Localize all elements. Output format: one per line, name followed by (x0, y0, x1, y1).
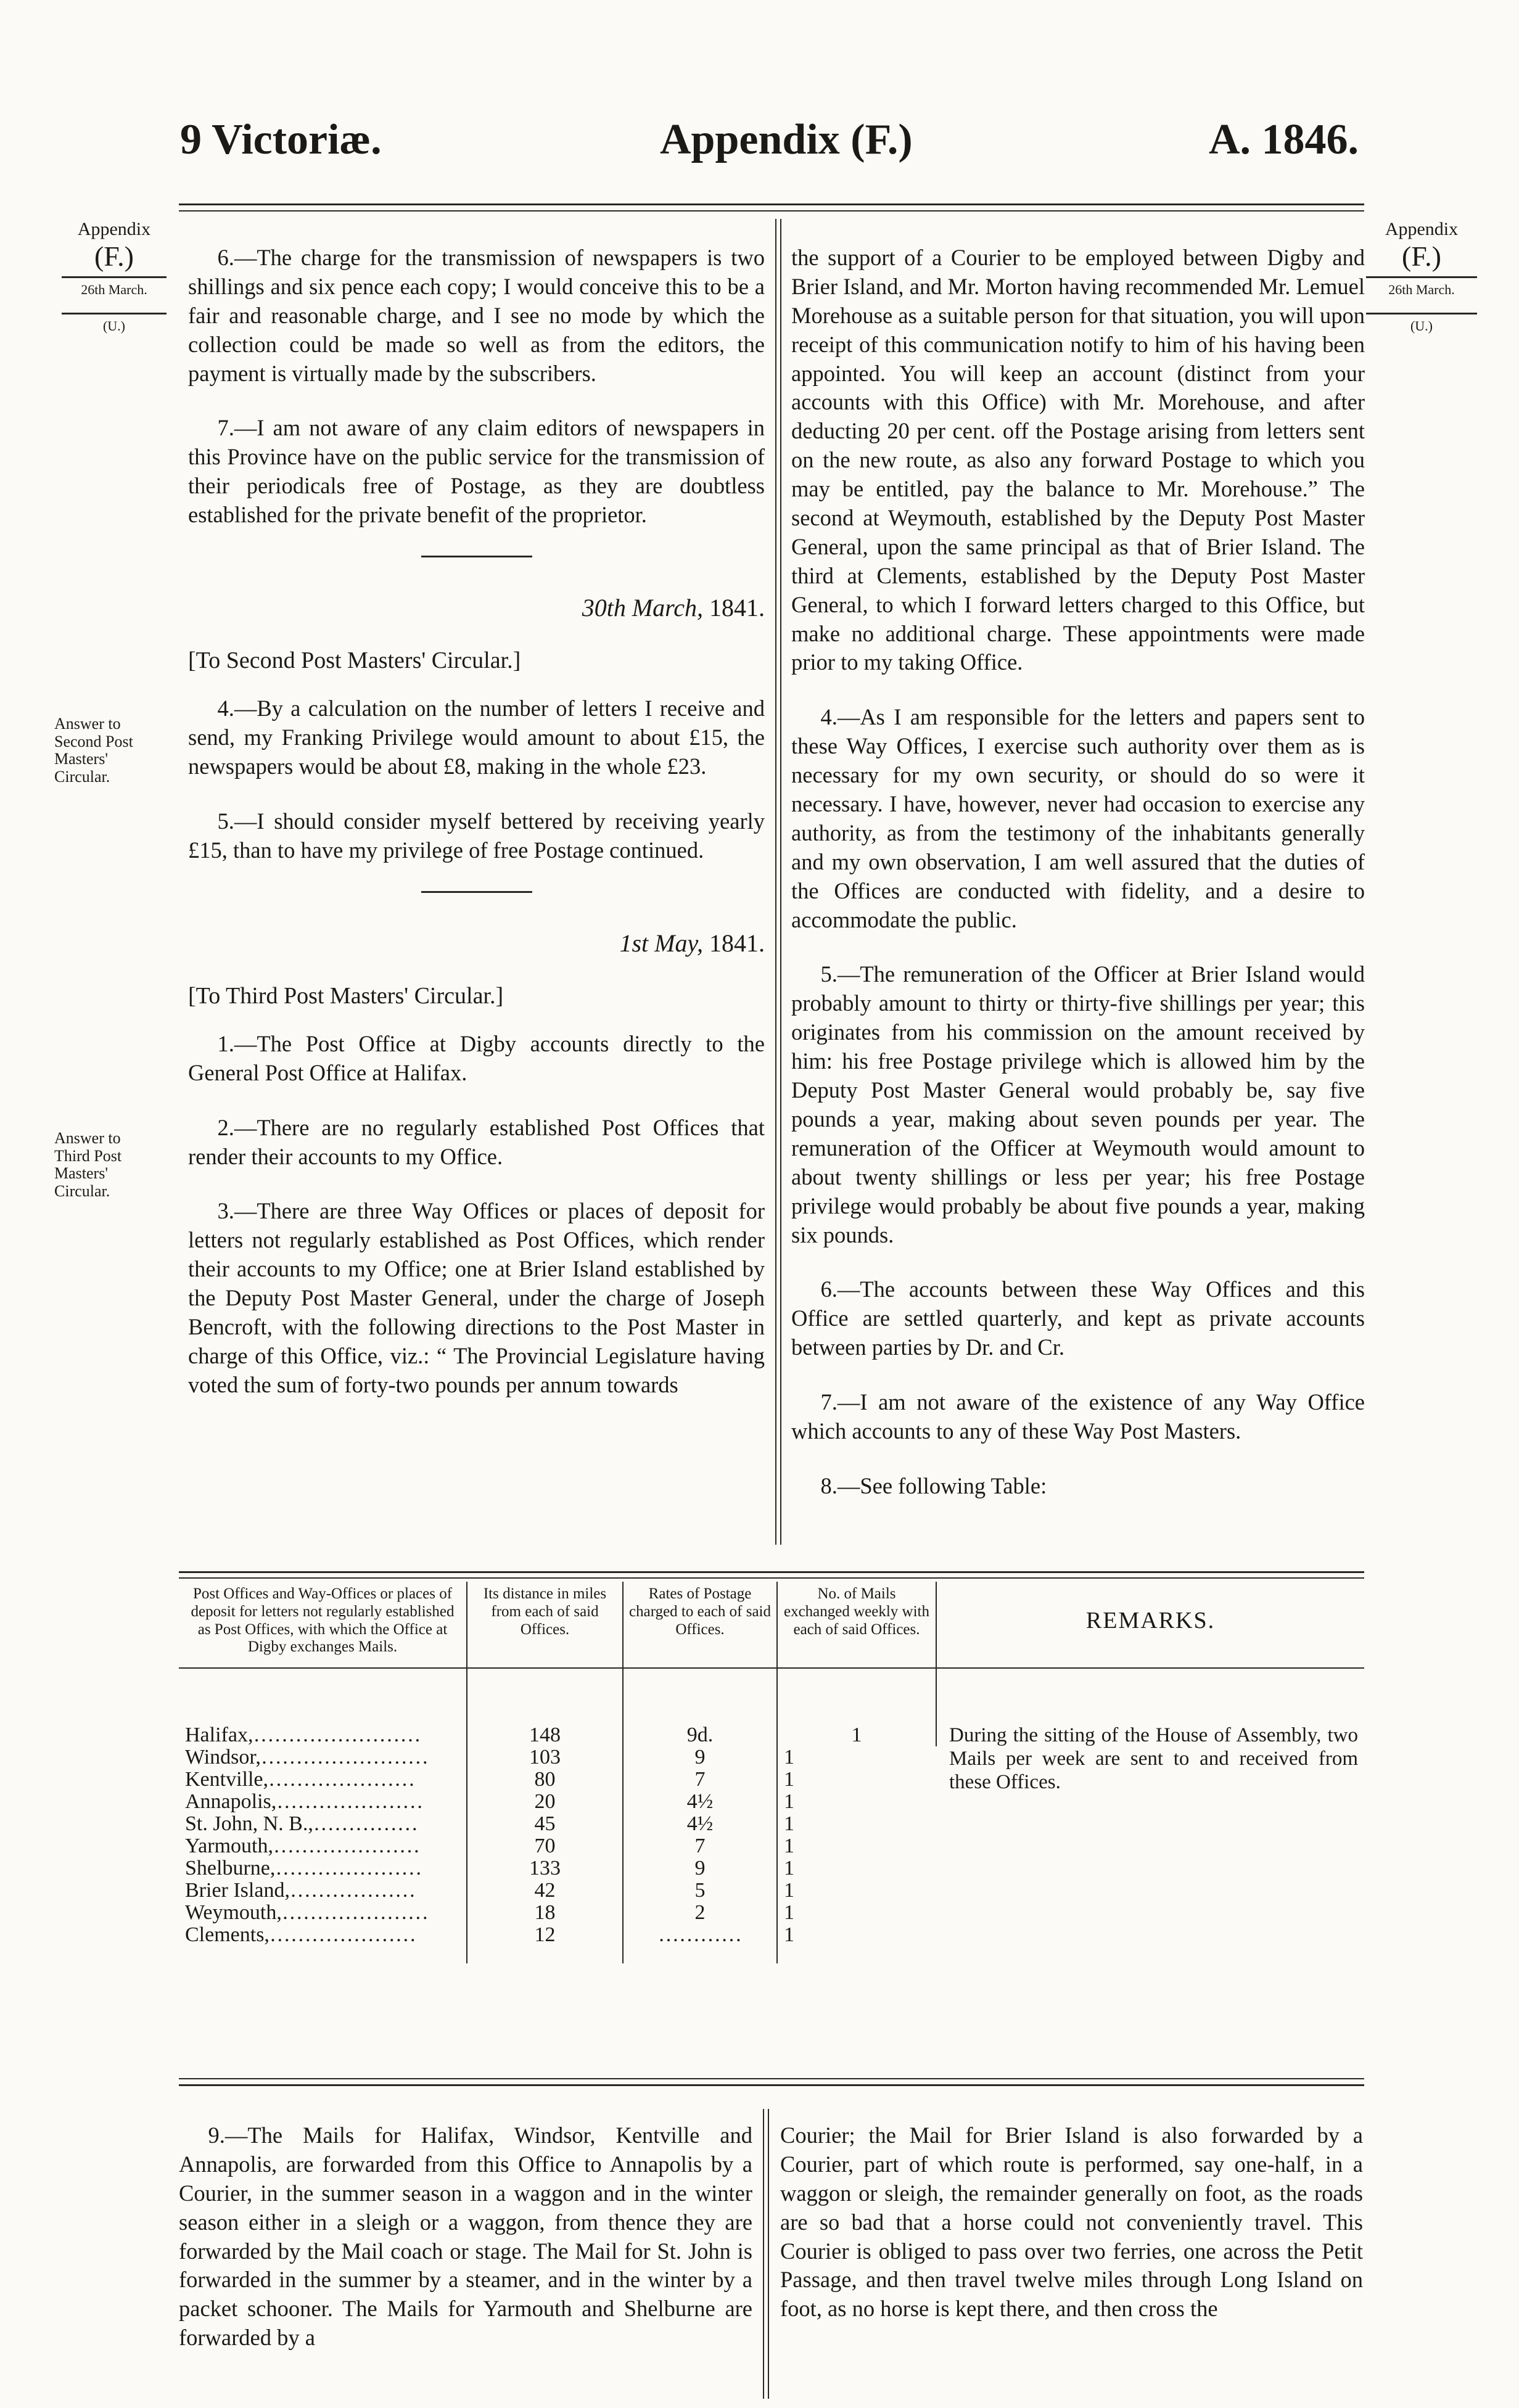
column-header: Rates of Postage charged to each of said Offices. (623, 1582, 777, 1668)
table-row: Annapolis,………………… 20 4½ 1 (179, 1791, 1364, 1813)
bottom-left-column (179, 2121, 752, 2378)
side-sub: (U.) (102, 318, 126, 334)
header-appendix: Appendix (F.) (660, 116, 913, 163)
column-header-remarks: REMARKS. (936, 1582, 1364, 1668)
remarks-text: During the sitting of the House of Assembly, two Mails per week are sent to and received from these Offices. (949, 1724, 1358, 1793)
bottom-column-divider (763, 2109, 764, 2399)
table-rule-top (179, 1571, 1364, 1573)
table-row: Halifax,…………………… 148 9d. 1 During the sitting of the House of Assembly, two Mails per week are sent to and received from these Offices. (179, 1668, 1364, 1746)
side-letter: (F.) (94, 240, 134, 272)
paragraph: 7.—I am not aware of the existence of any Way Office which accounts to any of these Way Post Masters. (791, 1389, 1365, 1444)
column-header: Its distance in miles from each of said Offices. (467, 1582, 623, 1668)
side-label: Appendix (77, 219, 151, 239)
column-header: No. of Mails exchanged weekly with each of said Offices. (777, 1582, 936, 1668)
paragraph: 4.—As I am responsible for the letters and papers sent to these Way Offices, I exercise such authority over them as is necessary for my own security, or should do so were it necessary. I have, however, never had occasion to exercise any authority, as from the testimony of the inhabitants generally and my own observation, I am well assured that the duties of the Offices are conducted with fidelity, and a desire to accommodate the public. (791, 704, 1365, 932)
paragraph: 4.—By a calculation on the number of letters I receive and send, my Franking Privilege would amount to about £15, the newspapers would be about £8, making in the whole £23. (188, 696, 765, 779)
side-date: 26th March. (81, 282, 147, 298)
paragraph: 6.—The accounts between these Way Offices and this Office are settled quarterly, and kept as private accounts between parties by Dr. and Cr. (791, 1276, 1365, 1360)
paragraph: 6.—The charge for the transmission of newspapers is two shillings and six pence each copy; I would conceive this to be a fair and reasonable charge, and I see no mode by which the collection could be made so well as from the editors, the payment is virtually made by the subscribers. (188, 245, 765, 386)
paragraph: 2.—There are no regularly established Post Offices that render their accounts to my Office. (188, 1114, 765, 1169)
circular-heading: [To Second Post Masters' Circular.] (188, 647, 521, 674)
header-year: A. 1846. (1209, 116, 1359, 163)
paragraph: 1.—The Post Office at Digby accounts directly to the General Post Office at Halifax. (188, 1030, 765, 1085)
paragraph: 8.—See following Table: (820, 1473, 1047, 1498)
paragraph: 9.—The Mails for Halifax, Windsor, Kentville and Annapolis, are forwarded from this Office to Annapolis by a Courier, in the summer season in a waggon and in the winter season either in a sleigh or a waggon, from thence they are forwarded by the Mail coach or stage. The Mail for St. John is forwarded in the summer by a steamer, and in the winter by a packet schooner. The Mails for Yarmouth and Shelburne are forwarded by a (179, 2122, 752, 2351)
side-box-right (1366, 219, 1477, 334)
table-rule-bottom (179, 2078, 1364, 2079)
header-rule-bottom (179, 210, 1364, 212)
separator (421, 891, 532, 893)
circular-heading: [To Third Post Masters' Circular.] (188, 983, 504, 1009)
table-row: Weymouth,………………… 18 2 1 (179, 1902, 1364, 1924)
header-volume: 9 Victoriæ. (180, 116, 382, 163)
side-box-left (62, 219, 167, 334)
date-line: 1st May, 1841. (619, 929, 765, 957)
paragraph: 5.—The remuneration of the Officer at Brier Island would probably amount to thirty or thirty-five shillings per year; this originates from his commission on the amount received by him: his free Postage privilege which is allowed him by the Deputy Post Master General would probably be, say five pounds a year, making about seven pounds per year. The remuneration of the Officer at Weymouth would amount to about twenty shillings or less per year; his free Postage privilege would probably be about five pounds a year, making six pounds. (791, 961, 1365, 1247)
header-rule-top (179, 203, 1364, 205)
paragraph: Courier; the Mail for Brier Island is also forwarded by a Courier, part of which route is performed, say one-half, in a waggon or sleigh, the remainder generally on foot, as the roads are so bad that a horse could not conveniently travel. This Courier is obliged to pass over two ferries, one across the Petit Passage, and then travel twelve miles through Long Island on foot, as no horse is kept there, and then cross the (780, 2122, 1363, 2322)
table-row: Brier Island,……………… 42 5 1 (179, 1880, 1364, 1902)
paragraph: 3.—There are three Way Offices or places of deposit for letters not regularly established as Post Offices, which render their accounts to my Office; one at Brier Island established by the Deputy Post Master General, under the charge of Joseph Bencroft, with the following directions to the Post Master in charge of this Office, viz.: “ The Provincial Legislature having voted the sum of forty-two pounds per annum towards (188, 1198, 765, 1397)
paragraph: the support of a Courier to be employed between Digby and Brier Island, and Mr. Morton having recommended Mr. Lemuel Morehouse as a suitable person for that situation, you will upon receipt of this communication notify to him of his having been appointed. You will keep an account (distinct from your accounts with this Office) with Mr. Morehouse, and after deducting 20 per cent. off the Postage arising from letters sent on the new route, as also any forward Postage to which you may be entitled, pay the balance to Mr. Morehouse.” The second at Weymouth, established by the Deputy Post Master General, upon the same principal as that of Brier Island. The third at Clements, established by the Deputy Post Master General, to which I forward letters charged to this Office, but make no additional charge. These appointments were made prior to my taking Office. (791, 245, 1365, 675)
separator (421, 556, 532, 557)
mail-offices-table (179, 1582, 1364, 1963)
column-header: Post Offices and Way-Offices or places of deposit for letters not regularly established as Post Offices, with which the Office at Digby exchanges Mails. (179, 1582, 467, 1668)
paragraph: 7.—I am not aware of any claim editors of newspapers in this Province have on the public service for the transmission of their periodicals free of Postage, as they are doubtless established for the private benefit of the proprietor. (188, 415, 765, 528)
column-divider (775, 219, 776, 1545)
paragraph: 5.—I should consider myself bettered by receiving yearly £15, than to have my privilege of free Postage continued. (188, 808, 765, 863)
table-row: Shelburne,………………… 133 9 1 (179, 1857, 1364, 1880)
table-row: Kentville,………………… 80 7 1 (179, 1769, 1364, 1791)
right-column (791, 244, 1365, 1527)
table-row: St. John, N. B.,…………… 45 4½ 1 (179, 1813, 1364, 1835)
margin-note-third-circular: Answer to Third Post Masters' Circular. (54, 1129, 122, 1200)
date-line: 30th March, 1841. (582, 594, 765, 622)
left-column (188, 244, 765, 1426)
side-date: 26th March. (1388, 282, 1455, 298)
bottom-right-column (780, 2121, 1363, 2349)
margin-note-second-circular: Answer to Second Post Masters' Circular. (54, 715, 133, 786)
side-sub: (U.) (1410, 318, 1433, 334)
side-label: Appendix (1385, 219, 1459, 239)
side-letter: (F.) (1401, 240, 1442, 272)
table-row: Yarmouth,………………… 70 7 1 (179, 1835, 1364, 1857)
table-row: Windsor,…………………… 103 9 1 (179, 1746, 1364, 1769)
table-row: Clements,………………… 12 ………… 1 (179, 1924, 1364, 1963)
